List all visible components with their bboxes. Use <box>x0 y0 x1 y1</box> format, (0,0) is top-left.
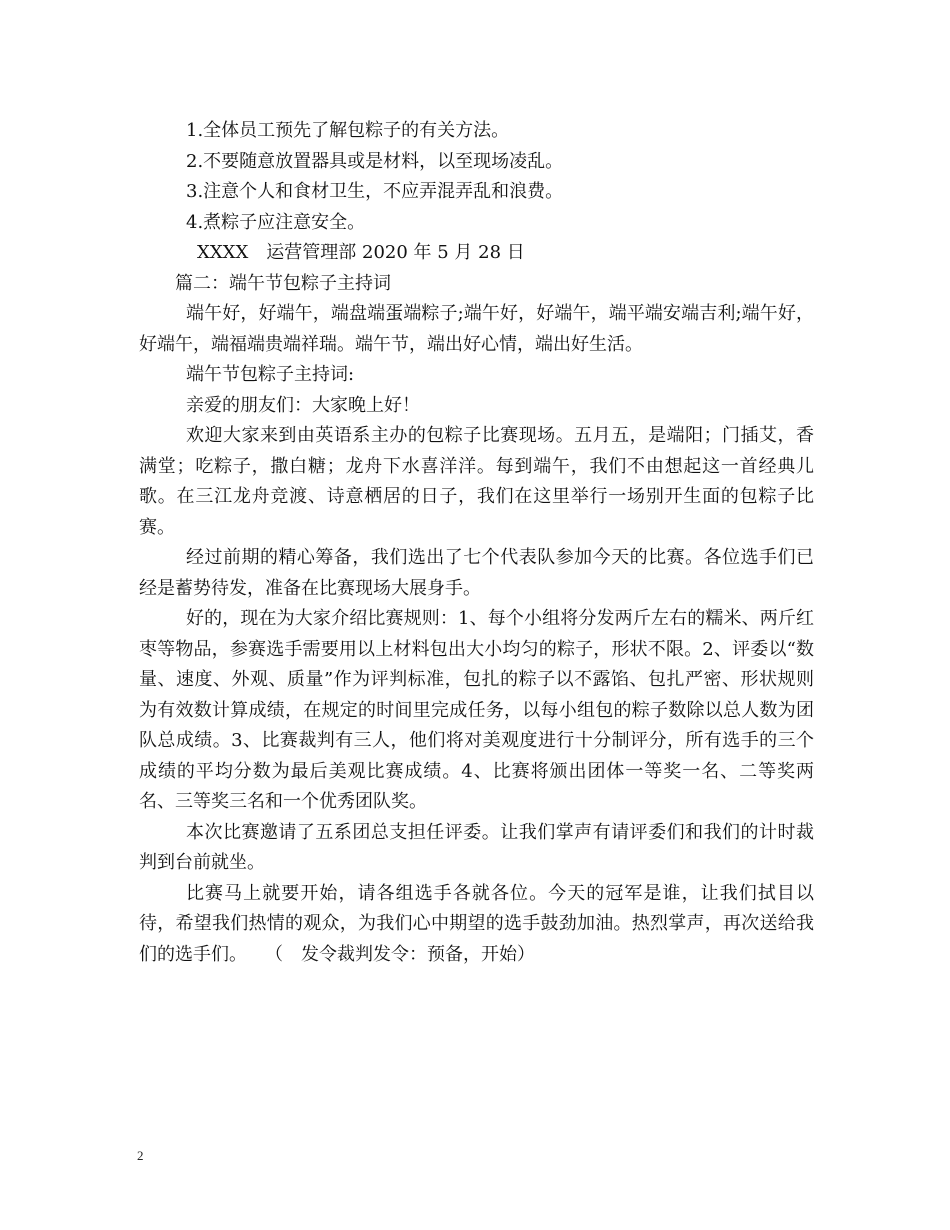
paragraph-salutation: 亲爱的朋友们：大家晚上好！ <box>186 394 420 416</box>
signature-line <box>139 238 814 269</box>
paragraph-welcome: 欢迎大家来到由英语系主办的包粽子比赛现场。五月五，是端阳；门插艾，香满堂；吃粽子，撒白糖；龙舟下水喜洋洋。每到端午，我们不由想起这一首经典儿歌。在三江龙舟竞渡、诗意栖居的日子，我们在这里举行一场别开生面的包粽子比赛。 <box>139 425 814 538</box>
paragraph-start: 比赛马上就要开始，请各组选手各就各位。今天的冠军是谁，让我们拭目以待，希望我们热情的观众，为我们心中期望的选手鼓劲加油。热烈掌声，再次送给我们的选手们。 （ 发令裁判发令：预备，开始） <box>139 882 814 965</box>
note-item-2: 2.不要随意放置器具或是材料，以至现场凌乱。 <box>186 150 564 172</box>
document-body <box>139 116 814 970</box>
paragraph-greeting-rhyme: 端午好，好端午，端盘端蛋端粽子;端午好，好端午，端平端安端吉利;端午好，好端午，端福端贵端祥瑞。端午节，端出好心情，端出好生活。 <box>139 303 814 355</box>
signature-dept: 运营管理部 <box>266 242 357 263</box>
paragraph-judges: 本次比赛邀请了五系团总支担任评委。让我们掌声有请评委们和我们的计时裁判到台前就坐。 <box>139 821 814 873</box>
section-title: 篇二：端午节包粽子主持词 <box>175 272 391 294</box>
paragraph-script-title: 端午节包粽子主持词: <box>186 364 355 385</box>
signature-date: 2020 年 5 月 28 日 <box>362 242 525 263</box>
note-item-3: 3.注意个人和食材卫生，不应弄混弄乱和浪费。 <box>186 181 564 202</box>
note-item-4: 4.煮粽子应注意安全。 <box>186 211 366 233</box>
note-item-1: 1.全体员工预先了解包粽子的有关方法。 <box>186 120 510 141</box>
paragraph-teams: 经过前期的精心筹备，我们选出了七个代表队参加今天的比赛。各位选手们已经是蓄势待发，准备在比赛现场大展身手。 <box>139 547 814 599</box>
paragraph-rules: 好的，现在为大家介绍比赛规则：1、每个小组将分发两斤左右的糯米、两斤红枣等物品，参赛选手需要用以上材料包出大小均匀的粽子，形状不限。2、评委以“数量、速度、外观、质量”作为评判标准，包扎的粽子以不露馅、包扎严密、形状规则为有效数计算成绩，在规定的时间里完成任务，以每小组包的粽子数除以总人数为团队总成绩。3、比赛裁判有三人，他们将对美观度进行十分制评分，所有选手的三个成绩的平均分数为最后美观比赛成绩。4、比赛将颁出团体一等奖一名、二等奖两名、三等奖三名和一个优秀团队奖。 <box>139 608 814 812</box>
page-number: 2 <box>137 1148 144 1163</box>
signature-org: XXXX <box>197 242 249 263</box>
